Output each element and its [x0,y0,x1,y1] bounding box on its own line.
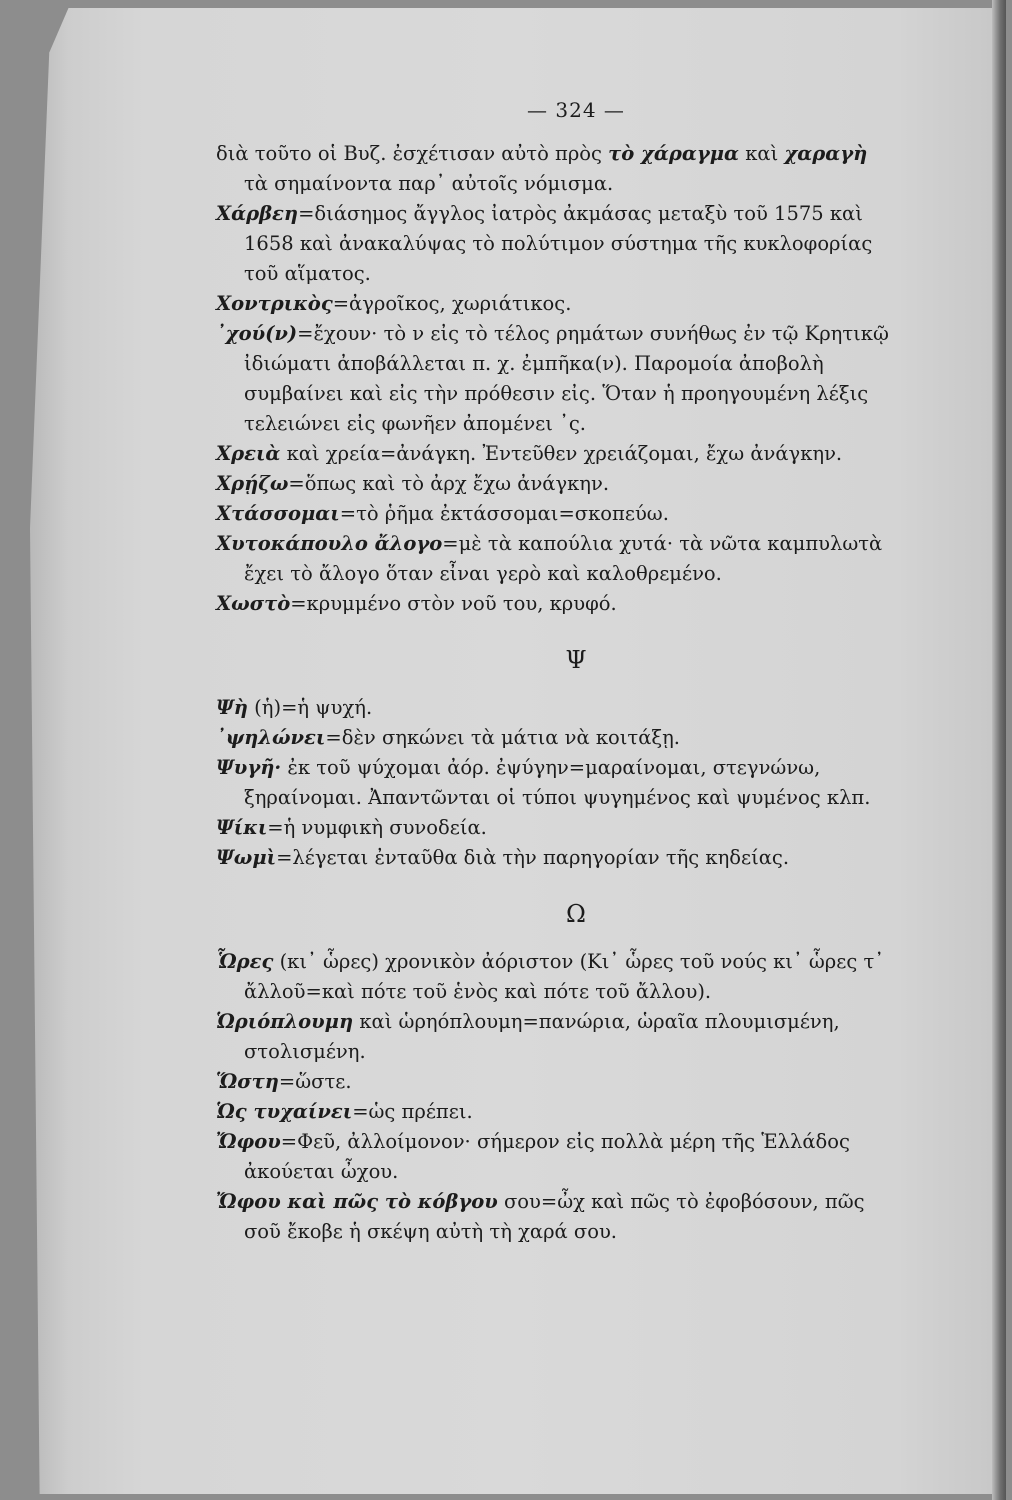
dictionary-entry [216,813,896,843]
entry-headword: Χάρβεη [216,202,299,225]
intro-text: διὰ τοῦτο οἱ Βυζ. ἐσχέτισαν αὐτὸ πρὸς [216,142,609,165]
entry-headword: Χρειὰ [216,442,281,465]
dictionary-entry [216,289,896,319]
entry-definition: (ἡ)=ἡ ψυχή. [247,696,373,719]
dictionary-entry [216,1097,896,1127]
dictionary-entry [216,843,896,873]
entry-headword: Ψὴ [216,696,248,719]
intro-emphasis: τὸ χάραγμα [608,142,740,165]
entry-headword: Ψυγῆ· [216,756,282,779]
entry-headword: Χωστὸ [216,592,291,615]
dictionary-entry [216,199,896,289]
page-number: — 324 — [527,98,625,122]
entry-definition: =ὅπως καὶ τὸ ἀρχ ἔχω ἀνάγκην. [288,472,610,495]
entry-definition: =ὥστε. [278,1070,352,1093]
entry-definition: =τὸ ῥῆμα ἐκτάσσομαι=σκοπεύω. [339,502,669,525]
entry-headword: Ψωμὶ [216,846,277,869]
entry-headword: ᾿χού(ν) [216,322,298,345]
dictionary-entry [216,693,896,723]
dictionary-entry [216,439,896,469]
dictionary-entry [216,1127,896,1187]
entry-definition: καὶ χρεία=ἀνάγκη. Ἐντεῦθεν χρειάζομαι, ἔχω ἀνάγκην. [280,442,843,465]
entry-definition: =μὲ τὰ καπούλια χυτά· τὰ νῶτα καμπυλωτὰ ἔχει τὸ ἄλογο ὅταν εἶναι γερὸ καὶ καλοθρεμένο. [244,532,883,585]
intro-text: τὰ σημαίνοντα παρ᾿ αὐτοῖς νόμισμα. [244,172,614,195]
entry-headword: Ὥστη [216,1070,279,1093]
dictionary-entry [216,469,896,499]
section-heading-omega: Ω [566,900,586,928]
entry-definition: =ἡ νυμφικὴ συνοδεία. [267,816,487,839]
dictionary-entry [216,723,896,753]
entry-definition: =ὡς πρέπει. [352,1100,473,1123]
page-content [216,95,896,1247]
entry-headword: Ψίκι [216,816,268,839]
entry-definition: =ἔχουν· τὸ ν εἰς τὸ τέλος ρημάτων συνήθως ἐν τῷ Κρητικῷ ἰδιώματι ἀποβάλλεται π. χ. ἐμπῆκα(ν). Παρομοία ἀποβολὴ συμβαίνει καὶ εἰς τὴν πρόθεσιν εἰς. Ὅταν ἡ προηγουμένη λέξις τελειώνει εἰς φωνῆεν ἀπομένει ᾿ς. [244,322,889,435]
dictionary-entry [216,589,896,619]
intro-text: καὶ [739,142,785,165]
dictionary-entry [216,529,896,589]
entry-definition: =λέγεται ἐνταῦθα διὰ τὴν παρηγορίαν τῆς κηδείας. [276,846,790,869]
entry-headword: Ὤφου καὶ πῶς τὸ κόβγου [216,1190,498,1213]
entry-headword: Ὡς τυχαίνει [216,1100,353,1123]
entry-headword: Χτάσσομαι [216,502,340,525]
dictionary-entry [216,499,896,529]
entry-definition: =διάσημος ἄγγλος ἰατρὸς ἀκμάσας μεταξὺ τοῦ 1575 καὶ 1658 καὶ ἀνακαλύψας τὸ πολύτιμον σύστημα τῆς κυκλοφορίας τοῦ αἵματος. [244,202,873,285]
entry-definition: σου=ὦχ καὶ πῶς τὸ ἐφοβόσουν, πῶς σοῦ ἔκοβε ἡ σκέψη αὐτὴ τὴ χαρά σου. [244,1190,865,1243]
entry-headword: Ὧρες [216,950,274,973]
page-edge [992,0,1006,1500]
entry-definition: καὶ ὡρηόπλουμη=πανώρια, ὡραῖα πλουμισμένη, στολισμένη. [244,1010,840,1063]
section-heading-psi: Ψ [565,646,587,674]
intro-paragraph [216,139,896,199]
dictionary-entry [216,1067,896,1097]
entry-definition: =ἀγροῖκος, χωριάτικος. [332,292,572,315]
dictionary-entry [216,753,896,813]
entry-definition: =δὲν σηκώνει τὰ μάτια νὰ κοιτάξῃ. [325,726,681,749]
entry-headword: Χοντρικὸς [216,292,333,315]
entry-definition: ἐκ τοῦ ψύχομαι ἀόρ. ἐψύγην=μαραίνομαι, στεγνώνω, ξηραίνομαι. Ἀπαντῶνται οἱ τύποι ψυγημένος καὶ ψυμένος κλπ. [244,756,871,809]
dictionary-entry [216,319,896,439]
entry-headword: Ὤφου [216,1130,281,1153]
dictionary-entry [216,1187,896,1247]
dictionary-entry [216,1007,896,1067]
entry-definition: =κρυμμένο στὸν νοῦ του, κρυφό. [290,592,617,615]
entry-headword: Χρῄζω [216,472,289,495]
intro-emphasis: χαραγὴ [784,142,868,165]
entry-headword: Χυτοκάπουλο ἄλογο [216,532,443,555]
entry-definition: (κι᾿ ὧρες) χρονικὸν ἀόριστον (Κι᾿ ὧρες τοῦ νούς κι᾿ ὧρες τ᾿ ἄλλοῦ=καὶ πότε τοῦ ἑνὸς καὶ πότε τοῦ ἄλλου). [244,950,884,1003]
entry-definition: =Φεῦ, ἀλλοίμονον· σήμερον εἰς πολλὰ μέρη τῆς Ἑλλάδος ἀκούεται ὦχου. [244,1130,850,1183]
dictionary-entry [216,947,896,1007]
entry-headword: ᾿ψηλώνει [216,726,326,749]
entry-headword: Ὡριόπλουμη [216,1010,354,1033]
